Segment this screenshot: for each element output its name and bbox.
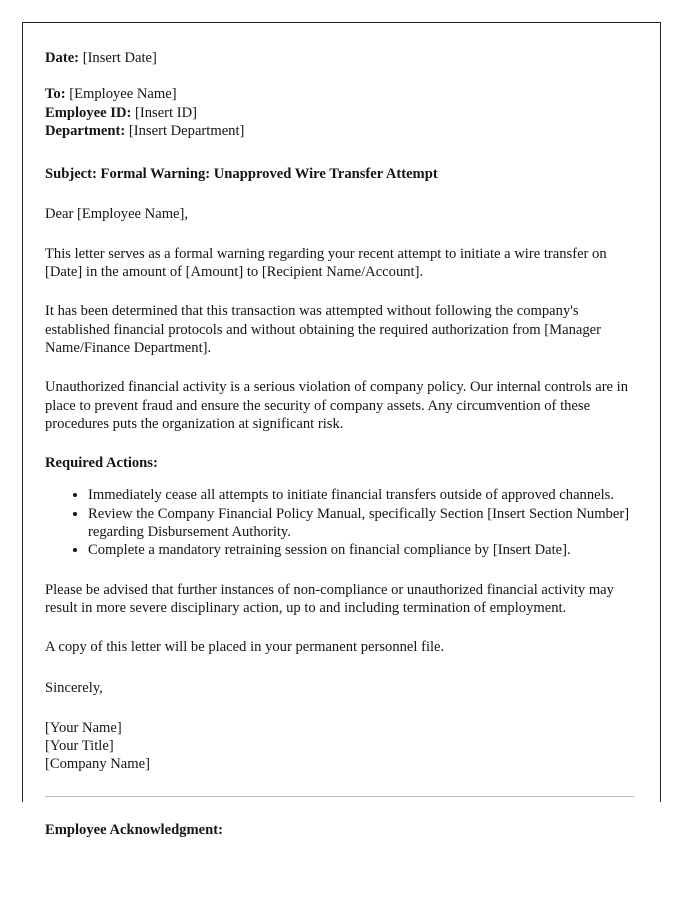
paragraph-file-copy: A copy of this letter will be placed in your permanent personnel file.	[45, 639, 445, 656]
signature-title: [Your Title]	[45, 738, 114, 755]
employee-id-label: Employee ID:	[45, 104, 132, 121]
header-spacer	[45, 67, 635, 85]
salutation: Dear [Employee Name],	[45, 206, 189, 223]
signature-company: [Company Name]	[45, 756, 150, 773]
department-value: [Insert Department]	[128, 122, 245, 139]
paragraph-policy: Unauthorized financial activity is a serious violation of company policy. Our internal controls are in place to prevent fraud and ensure the security of company assets. Any circumvention of these procedures puts the organization at significant risk.	[45, 379, 629, 432]
employee-acknowledgment-heading: Employee Acknowledgment:	[45, 821, 223, 838]
subject-line: Subject: Formal Warning: Unapproved Wire Transfer Attempt	[45, 166, 438, 183]
section-divider	[45, 796, 634, 797]
letter-header-block	[45, 49, 635, 140]
department-line	[45, 122, 635, 140]
to-label: To:	[45, 86, 66, 103]
paragraph-intro: This letter serves as a formal warning regarding your recent attempt to initiate a wire transfer on [Date] in the amount of [Amount] to [Recipient Name/Account].	[45, 245, 607, 281]
to-value: [Employee Name]	[69, 86, 177, 103]
signature-block	[45, 719, 635, 774]
employee-id-line	[45, 104, 635, 122]
to-line	[45, 85, 635, 103]
list-item: • Immediately cease all attempts to initiate financial transfers outside of approved channels.	[88, 486, 635, 504]
required-actions-heading: Required Actions:	[45, 455, 158, 472]
list-item: • Review the Company Financial Policy Manual, specifically Section [Insert Section Number] regarding Disbursement Authority.	[88, 505, 635, 542]
paragraph-consequences: Please be advised that further instances of non-compliance or unauthorized financial activity may result in more severe disciplinary action, up to and including termination of employment.	[45, 581, 614, 616]
department-label: Department:	[45, 122, 126, 139]
list-item: • Complete a mandatory retraining session on financial compliance by [Insert Date].	[88, 541, 635, 559]
employee-id-value: [Insert ID]	[135, 104, 197, 121]
date-line	[45, 49, 635, 67]
date-label: Date:	[45, 50, 80, 66]
date-value: [Insert Date]	[82, 50, 157, 66]
signoff: Sincerely,	[45, 679, 103, 696]
letter-body	[45, 22, 635, 839]
signature-name: [Your Name]	[45, 719, 122, 736]
paragraph-determination: It has been determined that this transaction was attempted without following the company's established financial protocols and without obtaining the required authorization from [Manager Name/Finance Department].	[45, 303, 602, 356]
required-actions-list	[45, 486, 635, 559]
